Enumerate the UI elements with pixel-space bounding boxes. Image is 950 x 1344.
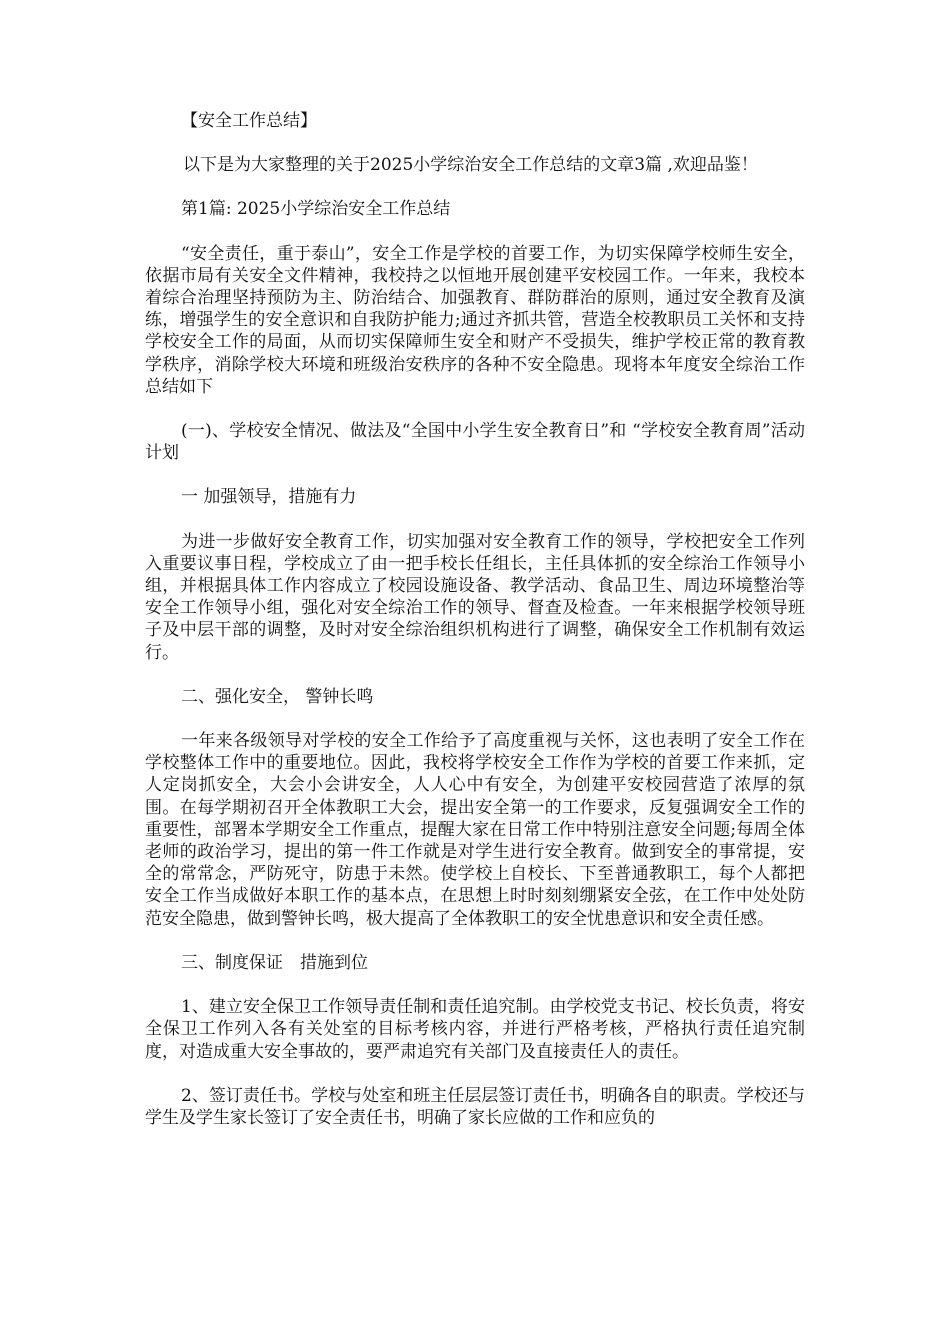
article-title: 第1篇: 2025小学综治安全工作总结 [181, 199, 451, 220]
subsection-heading: 三、制度保证 措施到位 [181, 952, 368, 973]
body-paragraph: 为进一步做好安全教育工作，切实加强对安全教育工作的领导，学校把安全工作列入重要议事日程，学校成立了由一把手校长任组长，主任具体抓的安全综治工作领导小组，并根据具体工作内容成立了校园设施设备、教学活动、食品卫生、周边环境整治等安全工作领导小组，强化对安全综治工作的领导、督查及检查。一年来根据学校领导班子及中层干部的调整，及时对安全综治组织机构进行了调整，确保安全工作机制有效运行。 [145, 531, 805, 663]
section-tag: 【安全工作总结】 [181, 111, 317, 131]
body-paragraph: 2、签订责任书。学校与处室和班主任层层签订责任书，明确各自的职责。学校还与学生及学生家长签订了安全责任书，明确了家长应做的工作和应负的 [145, 1085, 805, 1128]
subsection-heading: 一 加强领导，措施有力 [181, 487, 357, 508]
body-paragraph: 1、建立安全保卫工作领导责任制和责任追究制。由学校党支书记、校长负责，将安全保卫工作列入各有关处室的目标考核内容，并进行严格考核，严格执行责任追究制度，对造成重大安全事故的，要严肃追究有关部门及直接责任人的责任。 [145, 997, 805, 1062]
intro-paragraph: 以下是为大家整理的关于2025小学综治安全工作总结的文章3篇 ,欢迎品鉴！ [183, 155, 758, 176]
body-paragraph: “安全责任，重于泰山”，安全工作是学校的首要工作，为切实保障学校师生安全，依据市局有关安全文件精神，我校持之以恒地开展创建平安校园工作。一年来，我校本着综合治理坚持预防为主、防治结合、加强教育、群防群治的原则，通过安全教育及演练，增强学生的安全意识和自我防护能力;通过齐抓共管，营造全校教职员工关怀和支持学校安全工作的局面，从而切实保障师生安全和财产不受损失，维护学校正常的教育教学秩序，消除学校大环境和班级治安秩序的各种不安全隐患。现将本年度安全综治工作总结如下 [145, 243, 805, 397]
body-paragraph: 一年来各级领导对学校的安全工作给予了高度重视与关怀，这也表明了安全工作在学校整体工作中的重要地位。因此，我校将学校安全工作作为学校的首要工作来抓，定人定岗抓安全，大会小会讲安全，人人心中有安全，为创建平安校园营造了浓厚的氛围。在每学期初召开全体教职工大会，提出安全第一的工作要求，反复强调安全工作的重要性，部署本学期安全工作重点，提醒大家在日常工作中特别注意安全问题;每周全体老师的政治学习，提出的第一件工作就是对学生进行安全教育。做到安全的事常提，安全的常常念，严防死守，防患于未然。使学校上自校长、下至普通教职工，每个人都把安全工作当成做好本职工作的基本点，在思想上时时刻刻绷紧安全弦，在工作中处处防范安全隐患，做到警钟长鸣，极大提高了全体教职工的安全忧患意识和安全责任感。 [145, 731, 805, 929]
subsection-heading: 二、强化安全， 警钟长鸣 [181, 686, 374, 707]
document-body [145, 110, 805, 1151]
section-heading: (一)、学校安全情况、做法及“全国中小学生安全教育日”和 “学校安全教育周”活动计划 [145, 421, 805, 464]
